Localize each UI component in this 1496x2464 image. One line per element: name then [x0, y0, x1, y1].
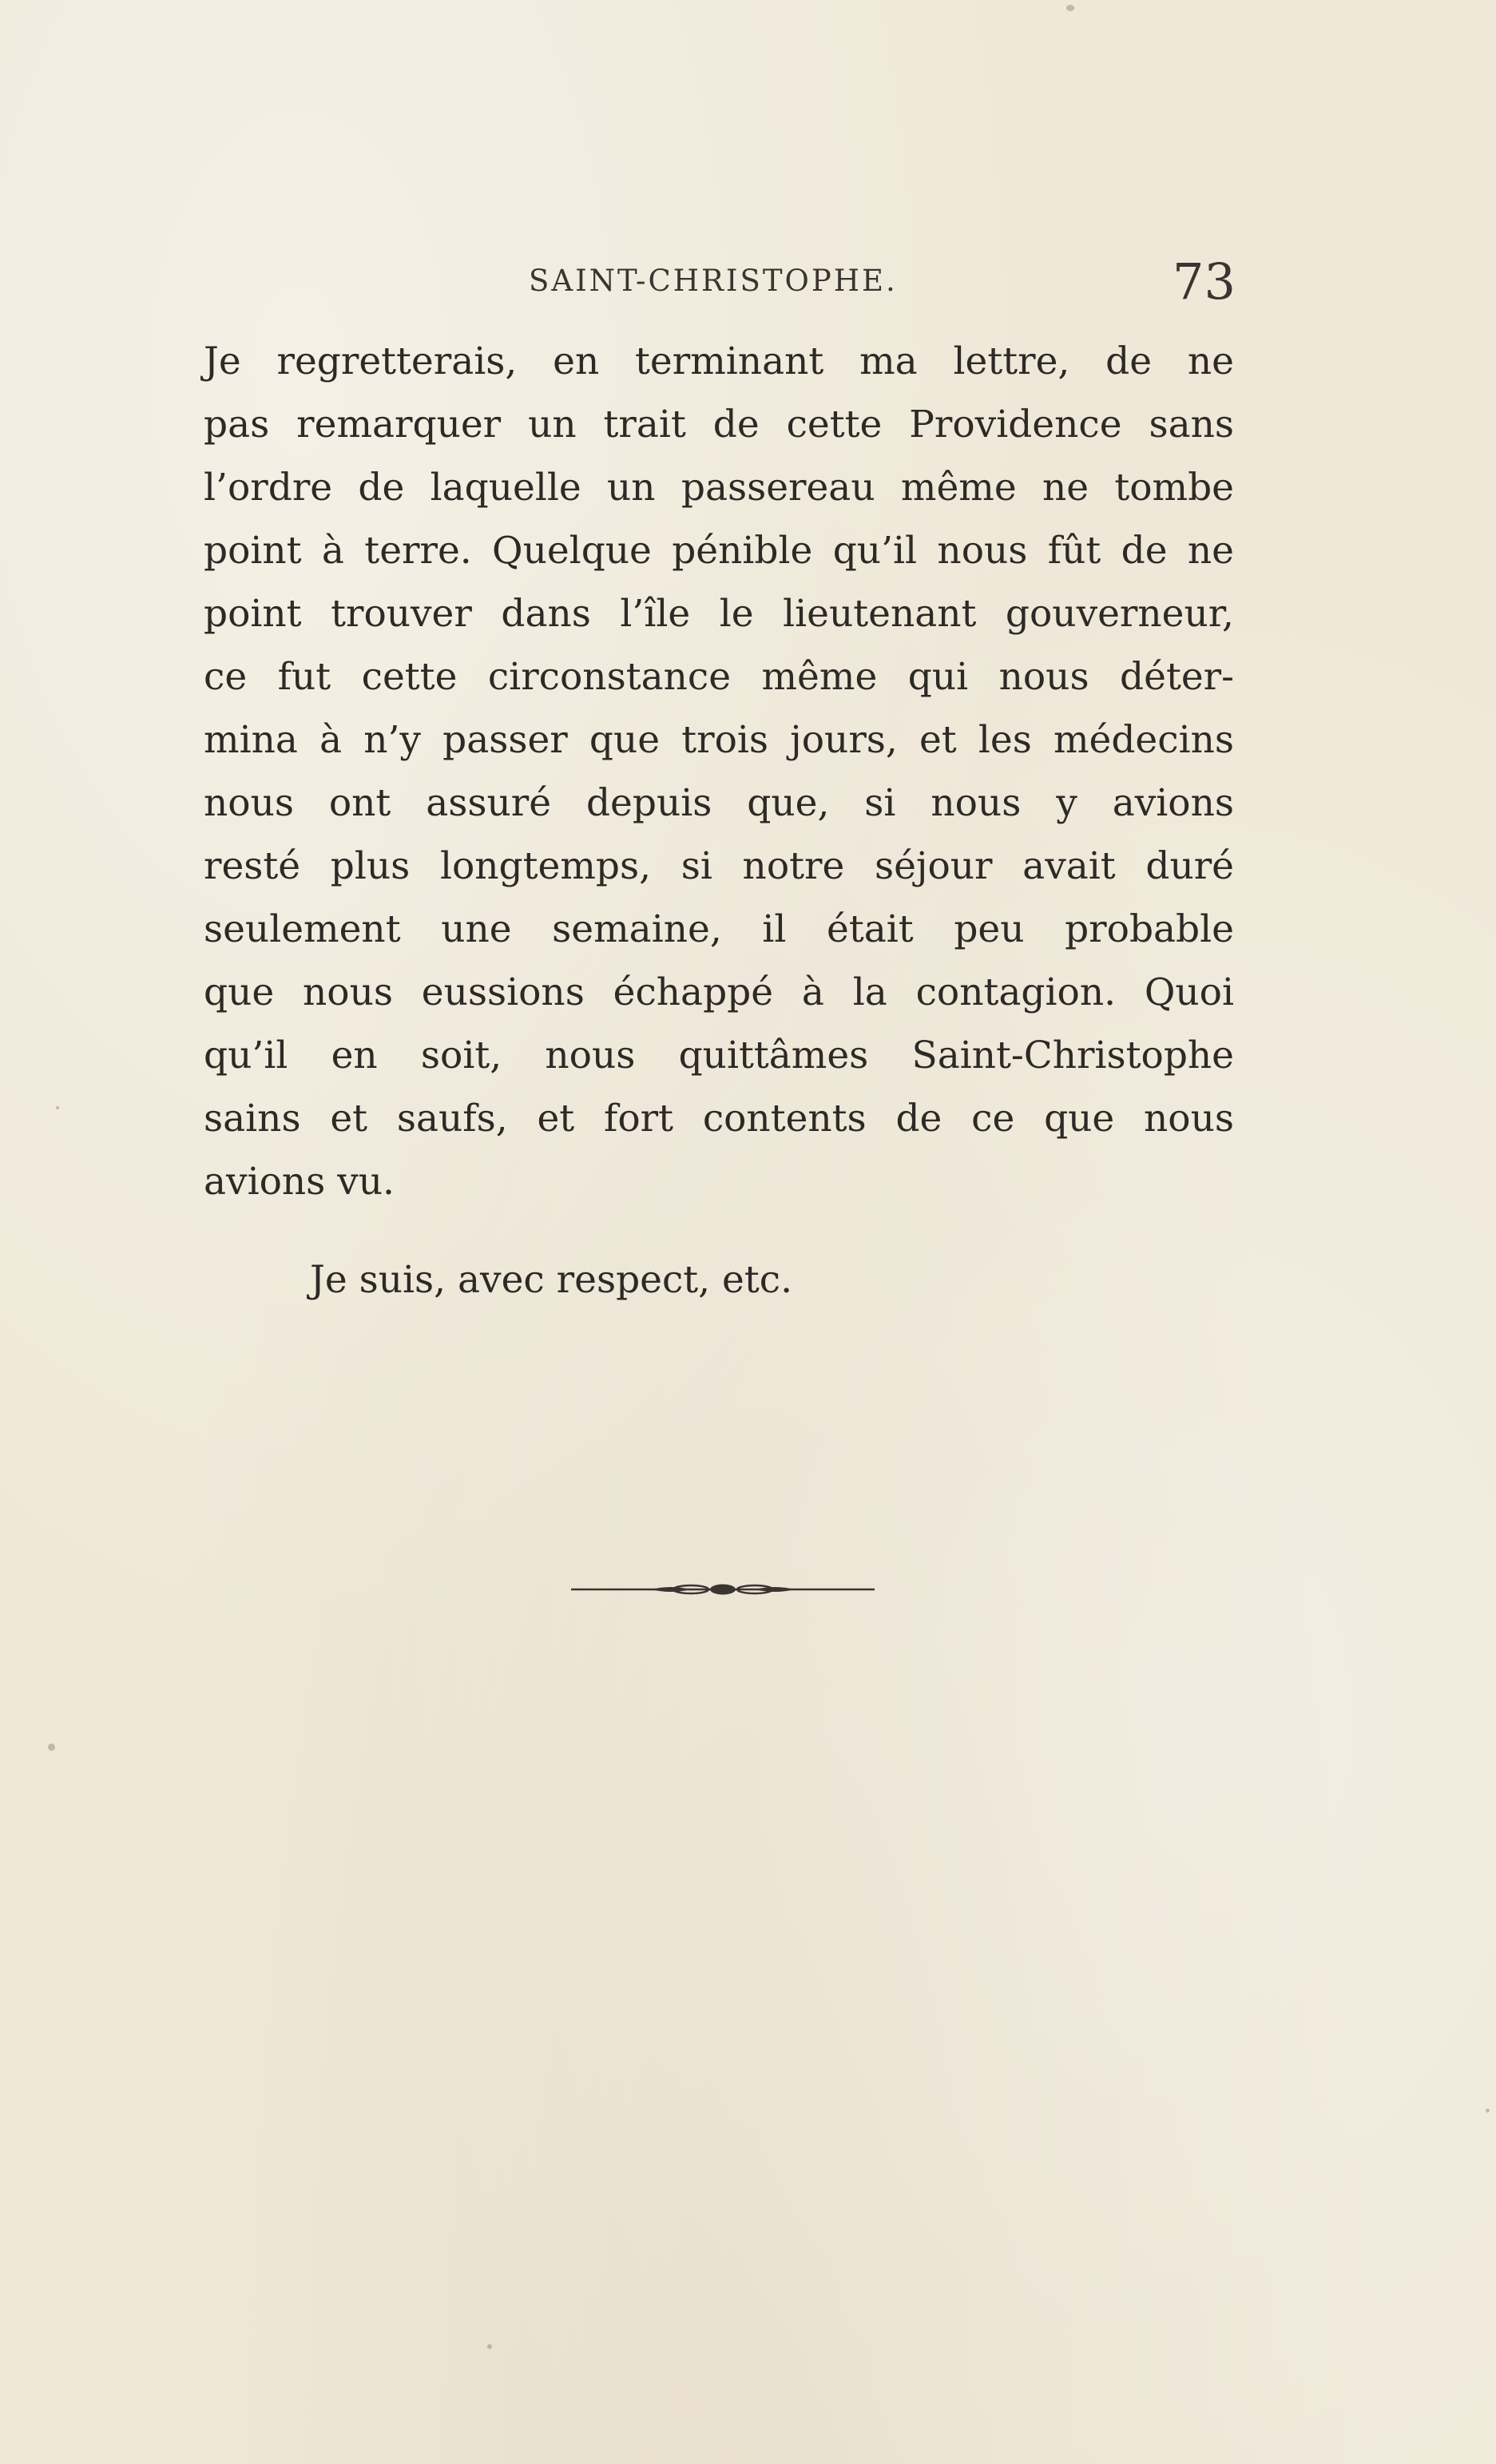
tail-piece-ornament-icon [571, 1580, 875, 1599]
text-line: point trouver dans l’île le lieutenant gouverneur, [204, 592, 1234, 636]
text-line: point à terre. Quelque pénible qu’il nous fût de ne [204, 529, 1234, 573]
body-paragraph [204, 330, 1234, 1213]
running-title: SAINT-CHRISTOPHE. [529, 264, 898, 298]
closing-line: Je suis, avec respect, etc. [310, 1258, 793, 1302]
text-line: ce fut cette circonstance même qui nous déter- [204, 655, 1234, 699]
text-line: Je regretterais, en terminant ma lettre, de ne [204, 339, 1234, 383]
text-line: resté plus longtemps, si notre séjour avait duré [204, 844, 1234, 888]
paper-speck [487, 2344, 492, 2349]
page-header [0, 240, 1496, 311]
paper-speck [48, 1744, 55, 1751]
text-line: nous ont assuré depuis que, si nous y avions [204, 781, 1234, 825]
text-line: seulement une semaine, il était peu probable [204, 907, 1234, 951]
paper-speck [1486, 2109, 1490, 2113]
text-line: l’ordre de laquelle un passereau même ne tombe [204, 466, 1234, 510]
paper-speck [56, 1106, 59, 1109]
text-line: que nous eussions échappé à la contagion. Quoi [204, 970, 1234, 1014]
page-number: 73 [1173, 252, 1236, 311]
text-line: mina à n’y passer que trois jours, et les médecins [204, 718, 1234, 762]
text-line: sains et saufs, et fort contents de ce que nous [204, 1097, 1234, 1141]
text-line: pas remarquer un trait de cette Providence sans [204, 403, 1234, 446]
text-line: qu’il en soit, nous quittâmes Saint-Christophe [204, 1034, 1234, 1077]
text-line: avions vu. [204, 1160, 395, 1204]
paper-speck [1066, 5, 1074, 11]
